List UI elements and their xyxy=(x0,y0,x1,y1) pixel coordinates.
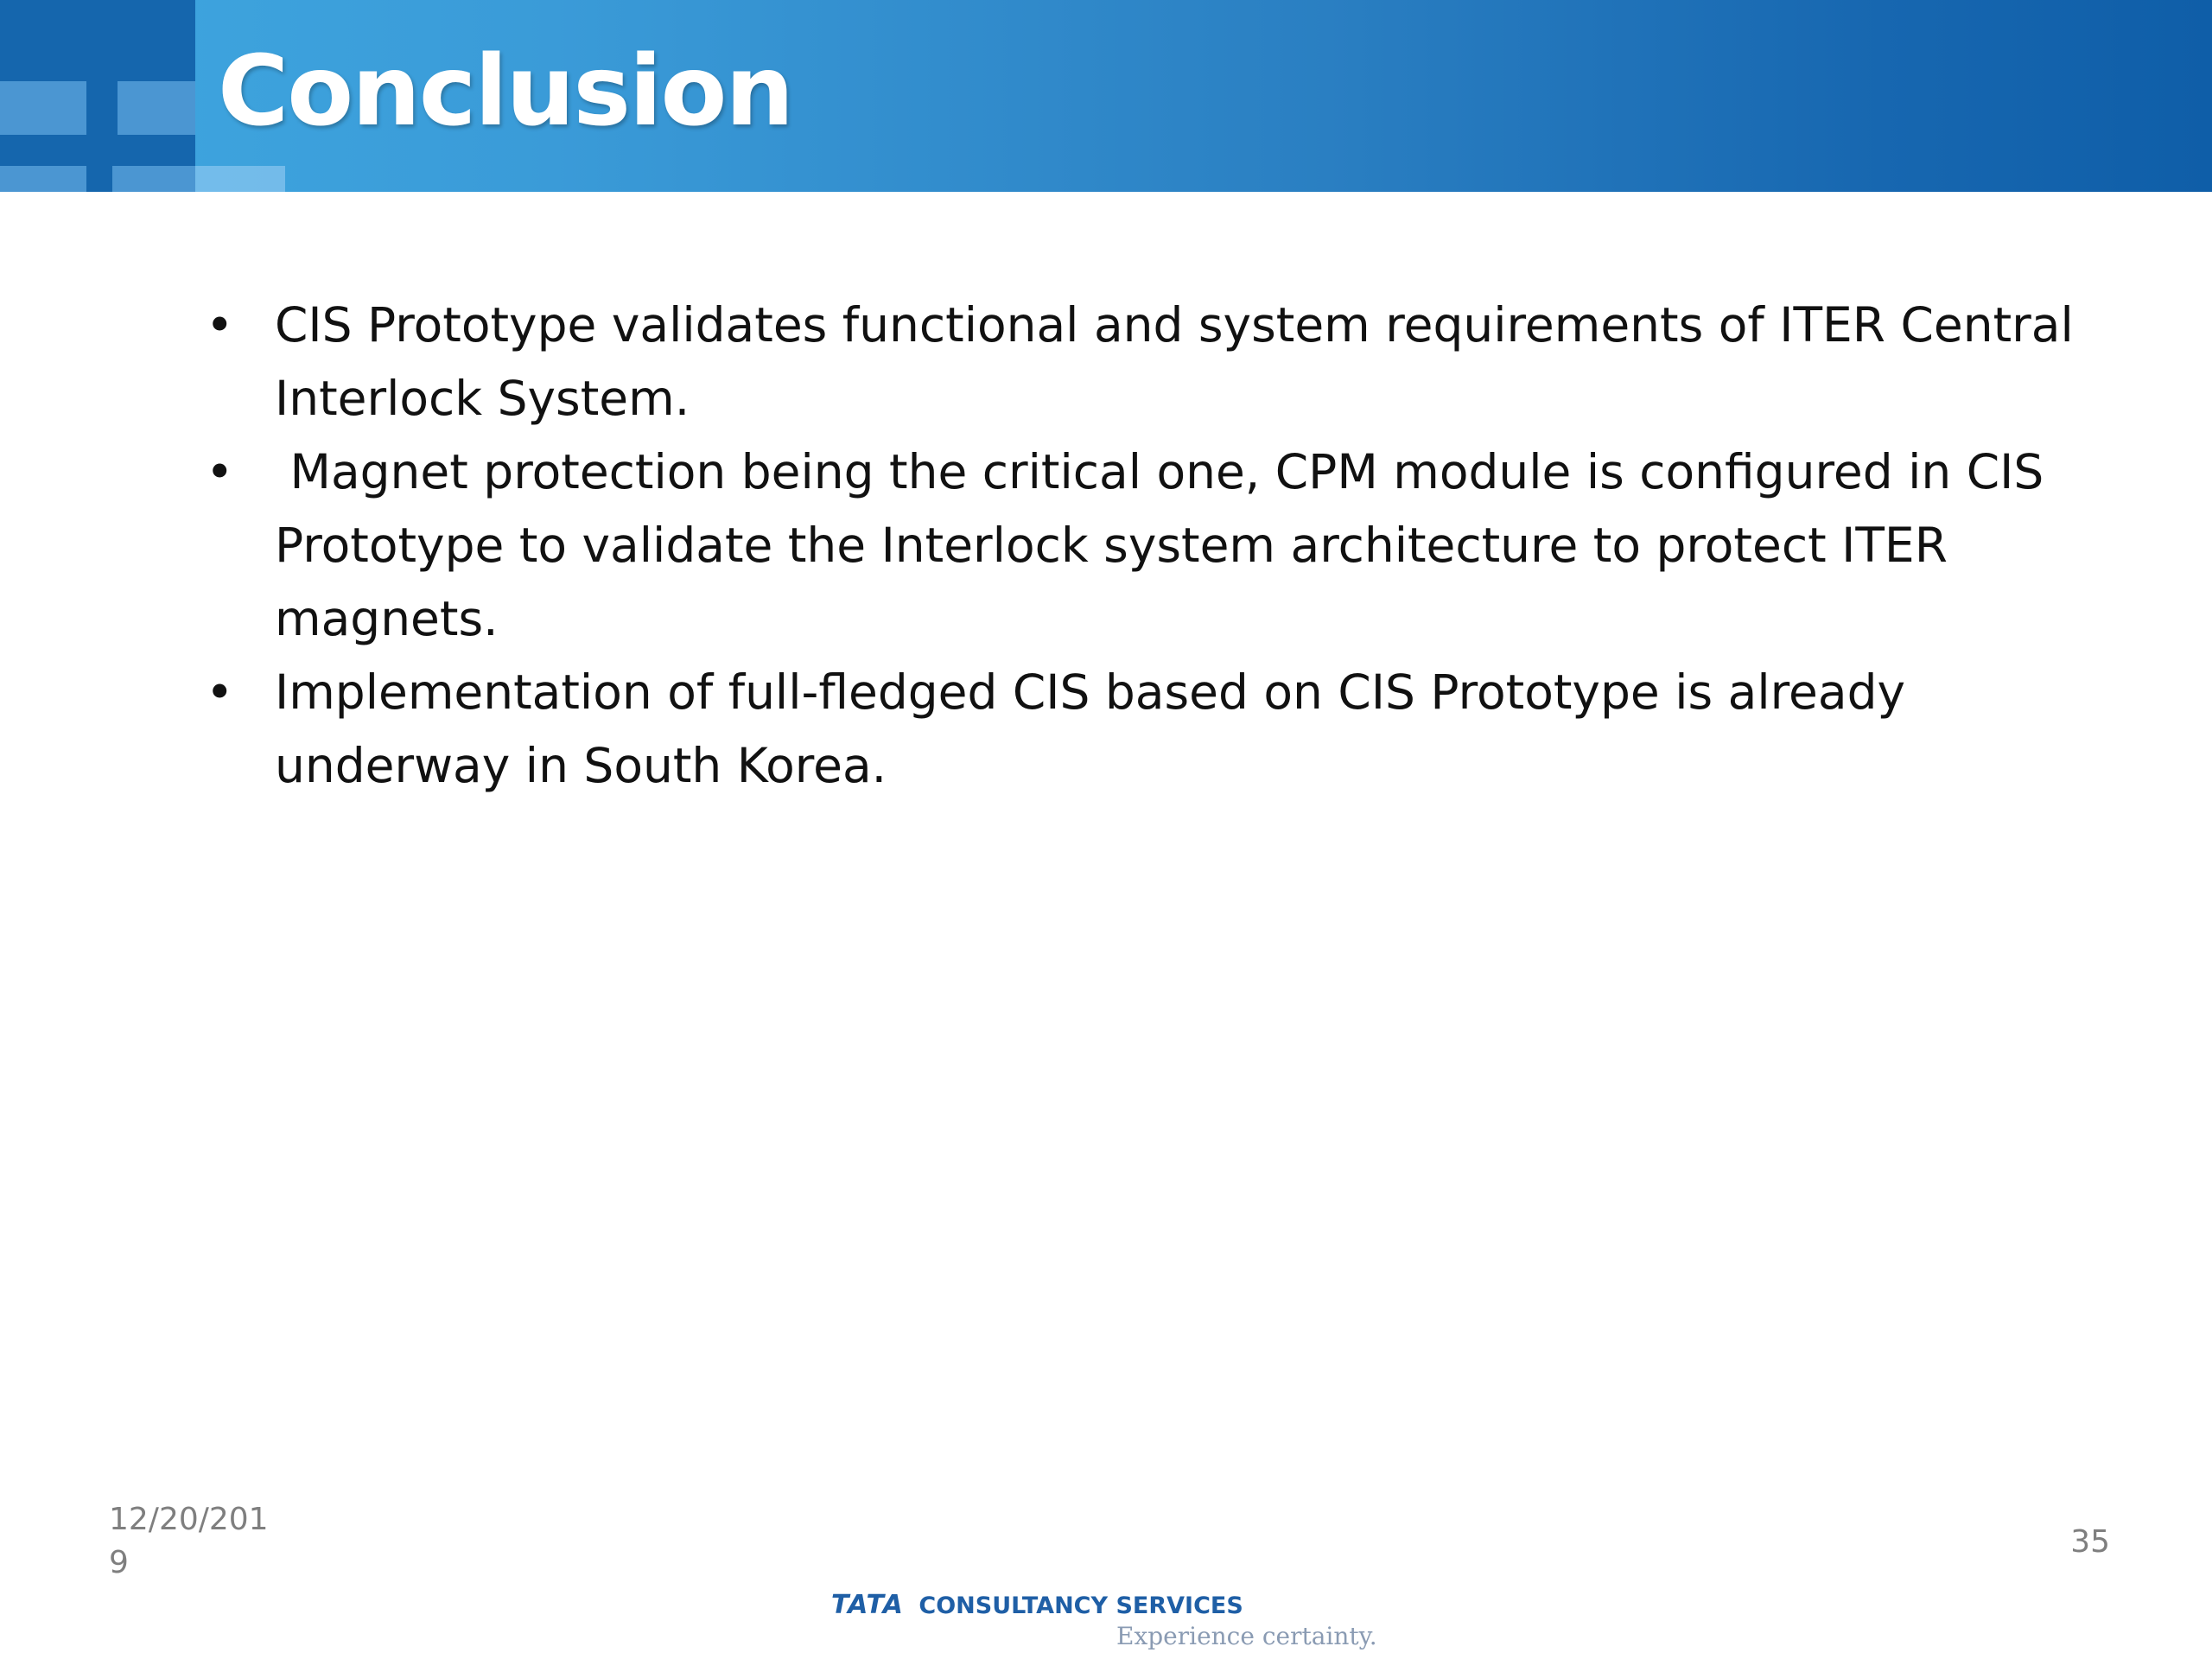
bullet-text: Magnet protection being the critical one, CPM module is configured in CIS Prototype to validate the Interlock system architecture to protect ITER magnets. xyxy=(275,444,2059,646)
banner-decoration xyxy=(118,81,195,135)
banner-decoration xyxy=(0,81,86,135)
slide-title: Conclusion xyxy=(218,35,793,148)
bullet-item xyxy=(0,289,2124,435)
banner-decoration xyxy=(0,166,86,192)
page-number: 35 xyxy=(2070,1524,2110,1560)
bullet-item xyxy=(0,435,2124,656)
bullet-marker: • xyxy=(206,297,234,353)
footer-date: 12/20/2019 xyxy=(109,1502,269,1580)
banner-decoration xyxy=(112,166,195,192)
bullet-marker: • xyxy=(206,664,234,720)
logo-company-name: CONSULTANCY SERVICES xyxy=(918,1592,1243,1619)
logo-wordmark xyxy=(831,1588,1243,1624)
banner-decoration xyxy=(195,166,285,192)
logo-tagline: Experience certainty. xyxy=(1116,1622,1377,1650)
bullet-text: CIS Prototype validates functional and system requirements of ITER Central Interlock System. xyxy=(275,297,2074,426)
logo-brand: TATA xyxy=(831,1590,904,1620)
bullet-list xyxy=(0,289,2212,803)
bullet-marker: • xyxy=(206,444,234,499)
bullet-text: Implementation of full-fledged CIS based on CIS Prototype is already underway in South Korea. xyxy=(275,664,1906,793)
bullet-item xyxy=(0,656,2124,803)
title-banner xyxy=(0,0,2212,192)
company-logo xyxy=(831,1588,1402,1657)
